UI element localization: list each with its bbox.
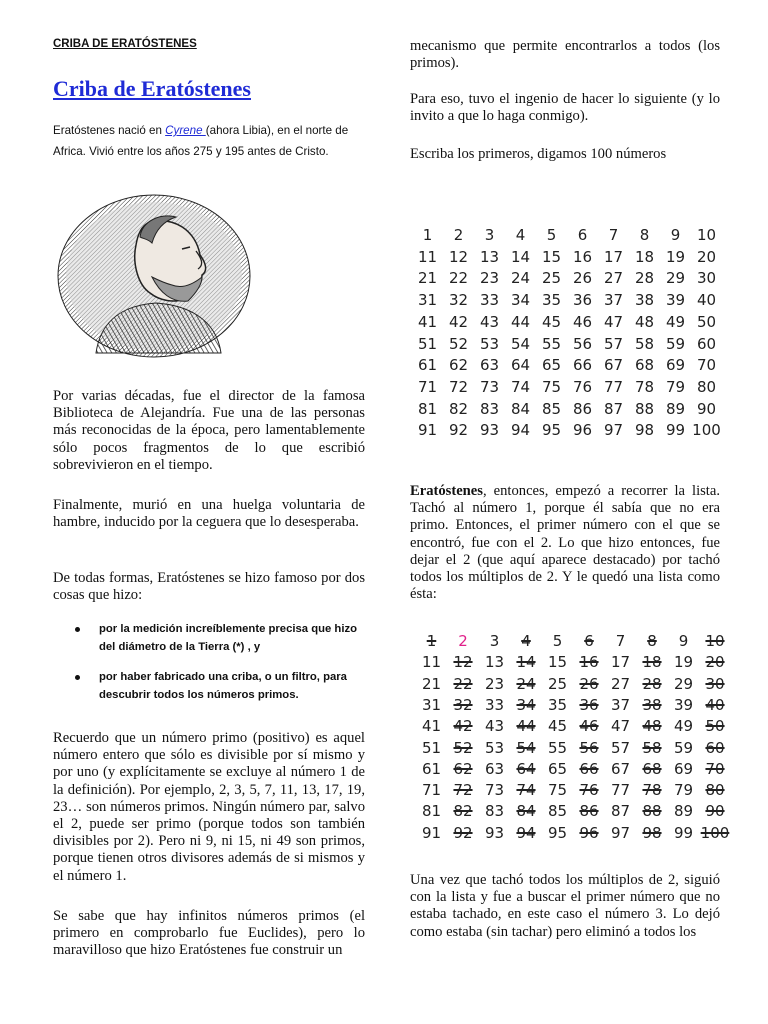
grid-number: 2 [458,632,468,650]
grid-number: 17 [610,653,631,672]
grid-number: 96 [572,421,593,440]
grid-number: 28 [642,674,662,693]
grid-number: 14 [516,653,536,672]
grid-number: 8 [647,632,657,650]
grid-number: 76 [579,781,599,800]
grid-number: 93 [484,823,505,842]
grid-number: 83 [479,399,500,418]
grid-number: 70 [696,356,717,375]
grid-number: 55 [547,738,568,757]
grid-number: 72 [448,377,469,396]
paragraph-next-step: Una vez que tachó todos los múltiplos de 2, siguió con la lista y fue a buscar el primer número que no estaba tachado, en este caso el número 3. Lo dejó como estaba (sin tachar) pero eliminó a todos los [410,872,720,940]
grid-number: 58 [642,738,662,757]
grid-number: 74 [510,377,531,396]
grid-number: 86 [572,399,593,418]
grid-number: 31 [417,291,438,310]
grid-number: 92 [453,823,473,842]
intro-text-2: (ahora Libia), en el norte de Africa. Vivió entre los años 275 y 195 antes de Cristo. [53,124,349,158]
grid-number: 36 [579,695,599,714]
grid-number: 67 [610,759,631,778]
grid-number: 100 [700,823,730,842]
grid-number: 41 [421,717,442,736]
grid-number: 13 [484,653,505,672]
paragraph-procedure [410,483,720,603]
grid-number: 87 [603,399,624,418]
grid-number: 65 [541,356,562,375]
grid-number: 73 [479,377,500,396]
grid-number: 7 [608,226,619,244]
grid-number: 22 [453,674,473,693]
document-title[interactable]: Criba de Eratóstenes [53,76,251,101]
grid-number: 66 [572,356,593,375]
grid-number: 94 [510,421,531,440]
grid-number: 69 [673,759,694,778]
grid-number: 12 [453,653,473,672]
grid-number: 60 [696,334,717,353]
bullet-text: por haber fabricado una criba, o un filtro, para descubrir todos los números primos. [99,671,347,701]
grid-number: 53 [479,334,500,353]
grid-number: 46 [572,312,593,331]
grid-number: 73 [484,781,505,800]
grid-number: 58 [634,334,655,353]
grid-number: 55 [541,334,562,353]
grid-number: 59 [665,334,686,353]
grid-number: 94 [516,823,536,842]
grid-number: 96 [579,823,599,842]
grid-number: 29 [673,674,694,693]
grid-number: 46 [579,717,599,736]
grid-number: 43 [479,312,500,331]
grid-number: 45 [547,717,568,736]
grid-number: 47 [603,312,624,331]
grid-number: 95 [541,421,562,440]
grid-number: 75 [541,377,562,396]
grid-number: 83 [484,802,505,821]
list-item [53,668,365,704]
grid-number: 25 [547,674,568,693]
grid-number: 30 [696,269,717,288]
grid-number: 61 [421,759,442,778]
grid-number: 35 [547,695,568,714]
grid-number: 15 [541,247,562,266]
grid-number: 32 [453,695,473,714]
grid-number: 91 [421,823,442,842]
grid-number: 54 [516,738,536,757]
grid-number: 79 [673,781,694,800]
grid-number: 21 [417,269,438,288]
bullet-text: por la medición increíblemente precisa que hizo del diámetro de la Tierra (*) , y [99,623,358,653]
grid-number: 5 [546,226,557,244]
grid-number: 27 [610,674,631,693]
grid-number: 40 [696,291,717,310]
grid-number: 41 [417,312,438,331]
grid-number: 72 [453,781,473,800]
grid-number: 34 [516,695,536,714]
header-label: CRIBA DE ERATÓSTENES [53,38,197,50]
eratosthenes-name: Eratóstenes [410,483,483,499]
procedure-text: , entonces, empezó a recorrer la lista. Tachó al número 1, porque él sabía que no era primo. Entonces, el primer número con el que se encontró, fue con el 2. Lo que hizo entonces, fue dejar el 2 (que aquí aparece destacado) por tachó todos los múltiplos de 2. Y le quedó una lista como ésta: [410,483,720,603]
grid-number: 18 [634,247,655,266]
grid-number: 75 [547,781,568,800]
grid-number: 9 [670,226,681,244]
grid-number: 19 [673,653,694,672]
number-grid-1-to-100 [412,226,722,442]
paragraph-prime-definition: Recuerdo que un número primo (positivo) es aquel número entero que sólo es divisible por sí mismo y por uno (y explícitamente se excluye al número 1 de la definición). Por ejemplo, 2, 3, 5, 7, 11, 13, 17, 19, 23… son números primos. Ningún número par, salvo el 2, puede ser primo (porque todos son también divisibles por 2). Pero ni 9, ni 15, ni 49 son primos, porque tienen otros divisores además de si mismos y el número 1. [53,730,365,884]
grid-number: 33 [484,695,505,714]
grid-number: 92 [448,421,469,440]
grid-number: 85 [547,802,568,821]
grid-number: 12 [448,247,469,266]
grid-number: 26 [572,269,593,288]
grid-number: 25 [541,269,562,288]
grid-number: 31 [421,695,442,714]
grid-number: 4 [515,226,526,244]
grid-number: 24 [510,269,531,288]
grid-number: 5 [552,632,563,650]
grid-number: 86 [579,802,599,821]
grid-number: 69 [665,356,686,375]
grid-number: 38 [634,291,655,310]
grid-number: 45 [541,312,562,331]
grid-number: 10 [696,226,717,244]
paragraph-library: Por varias décadas, fue el director de la famosa Biblioteca de Alejandría. Fue una de las personas más reconocidas de la época, pero lamentablemente sólo pocos fragmentos de lo que escribió sobrevivieron en el tiempo. [53,388,365,473]
list-item [53,620,365,656]
grid-number: 97 [610,823,631,842]
grid-number: 33 [479,291,500,310]
grid-number: 88 [634,399,655,418]
grid-number: 20 [696,247,717,266]
grid-number: 2 [453,226,464,244]
paragraph-famous: De todas formas, Eratóstenes se hizo famoso por dos cosas que hizo: [53,570,365,604]
place-link[interactable]: Cyrene [165,124,206,137]
grid-number: 52 [453,738,473,757]
grid-number: 1 [422,226,433,244]
grid-number: 98 [642,823,662,842]
grid-number: 17 [603,247,624,266]
grid-number: 49 [665,312,686,331]
grid-number: 13 [479,247,500,266]
grid-number: 8 [639,226,650,244]
grid-number: 60 [705,738,725,757]
grid-number: 16 [579,653,599,672]
grid-number: 37 [603,291,624,310]
grid-number: 11 [417,247,438,266]
grid-number: 52 [448,334,469,353]
grid-number: 70 [705,759,725,778]
grid-number: 84 [510,399,531,418]
grid-number: 50 [696,312,717,331]
grid-number: 63 [479,356,500,375]
grid-number: 71 [421,781,442,800]
grid-number: 44 [510,312,531,331]
grid-number: 40 [705,695,725,714]
grid-number: 68 [634,356,655,375]
grid-number: 62 [453,759,473,778]
bullet-icon [75,627,80,632]
grid-number: 84 [516,802,536,821]
grid-number: 14 [510,247,531,266]
grid-number: 51 [421,738,442,757]
grid-number: 63 [484,759,505,778]
grid-number: 97 [603,421,624,440]
grid-number: 99 [673,823,694,842]
grid-number: 91 [417,421,438,440]
grid-number: 38 [642,695,662,714]
grid-number: 77 [603,377,624,396]
grid-number: 6 [577,226,588,244]
grid-number: 74 [516,781,536,800]
grid-number: 78 [634,377,655,396]
grid-number: 44 [516,717,536,736]
eratosthenes-portrait [56,193,252,359]
grid-number: 67 [603,356,624,375]
grid-number: 64 [516,759,536,778]
grid-number: 28 [634,269,655,288]
grid-number: 53 [484,738,505,757]
grid-number: 43 [484,717,505,736]
paragraph-death: Finalmente, murió en una huelga voluntaria de hambre, inducido por la ceguera que lo desesperaba. [53,497,365,531]
grid-number: 3 [484,226,495,244]
grid-number: 18 [642,653,662,672]
grid-number: 26 [579,674,599,693]
grid-number: 79 [665,377,686,396]
grid-number: 42 [448,312,469,331]
intro-text-1: Eratóstenes nació en [53,124,166,137]
grid-number: 27 [603,269,624,288]
grid-number: 90 [705,802,725,821]
grid-number: 85 [541,399,562,418]
grid-number: 11 [421,653,442,672]
grid-number: 36 [572,291,593,310]
bullet-icon [75,675,80,680]
grid-number: 37 [610,695,631,714]
paragraph-mechanism: mecanismo que permite encontrarlos a todos (los primos). [410,38,720,72]
grid-number: 90 [696,399,717,418]
grid-number: 64 [510,356,531,375]
grid-number: 15 [547,653,568,672]
grid-number: 89 [665,399,686,418]
grid-number: 50 [705,717,725,736]
grid-number: 20 [705,653,725,672]
grid-number: 87 [610,802,631,821]
grid-number: 47 [610,717,631,736]
grid-number: 80 [696,377,717,396]
grid-number: 1 [426,632,437,650]
grid-number: 49 [673,717,694,736]
grid-number: 56 [572,334,593,353]
grid-number: 51 [417,334,438,353]
grid-number: 19 [665,247,686,266]
grid-number: 93 [479,421,500,440]
grid-number: 56 [579,738,599,757]
grid-number: 22 [448,269,469,288]
grid-number: 82 [453,802,473,821]
grid-number: 42 [453,717,473,736]
grid-number: 3 [489,632,500,650]
grid-number: 95 [547,823,568,842]
grid-number: 7 [615,632,626,650]
paragraph-ingenuity: Para eso, tuvo el ingenio de hacer lo siguiente (y lo invito a que lo haga conmigo). [410,91,720,125]
grid-number: 65 [547,759,568,778]
grid-number: 59 [673,738,694,757]
intro-paragraph [53,120,365,162]
grid-number: 21 [421,674,442,693]
paragraph-infinite-primes: Se sabe que hay infinitos números primos (el primero en comprobarlo fue Euclides), pero lo maravilloso que hizo Eratóstenes fue construir un [53,908,365,959]
grid-number: 34 [510,291,531,310]
grid-number: 29 [665,269,686,288]
grid-number: 10 [705,632,725,650]
grid-number: 30 [705,674,725,693]
grid-number: 88 [642,802,662,821]
grid-number: 71 [417,377,438,396]
grid-number: 68 [642,759,662,778]
grid-number: 62 [448,356,469,375]
grid-number: 66 [579,759,599,778]
grid-number: 48 [634,312,655,331]
grid-number: 39 [673,695,694,714]
grid-number: 81 [417,399,438,418]
grid-number: 4 [521,632,531,650]
grid-number: 48 [642,717,662,736]
grid-number: 16 [572,247,593,266]
grid-number: 77 [610,781,631,800]
grid-number: 98 [634,421,655,440]
grid-number: 39 [665,291,686,310]
number-grid-sieve-2 [416,632,730,842]
grid-number: 80 [705,781,725,800]
grid-number: 57 [603,334,624,353]
grid-number: 81 [421,802,442,821]
grid-number: 54 [510,334,531,353]
grid-number: 82 [448,399,469,418]
grid-number: 6 [584,632,594,650]
grid-number: 99 [665,421,686,440]
achievements-list [53,620,365,716]
grid-number: 100 [692,421,721,440]
grid-number: 76 [572,377,593,396]
grid-number: 23 [479,269,500,288]
grid-number: 78 [642,781,662,800]
grid-number: 57 [610,738,631,757]
grid-number: 24 [516,674,536,693]
grid-number: 32 [448,291,469,310]
grid-number: 89 [673,802,694,821]
grid-number: 23 [484,674,505,693]
paragraph-write-numbers: Escriba los primeros, digamos 100 números [410,146,667,162]
grid-number: 61 [417,356,438,375]
grid-number: 35 [541,291,562,310]
grid-number: 9 [678,632,689,650]
